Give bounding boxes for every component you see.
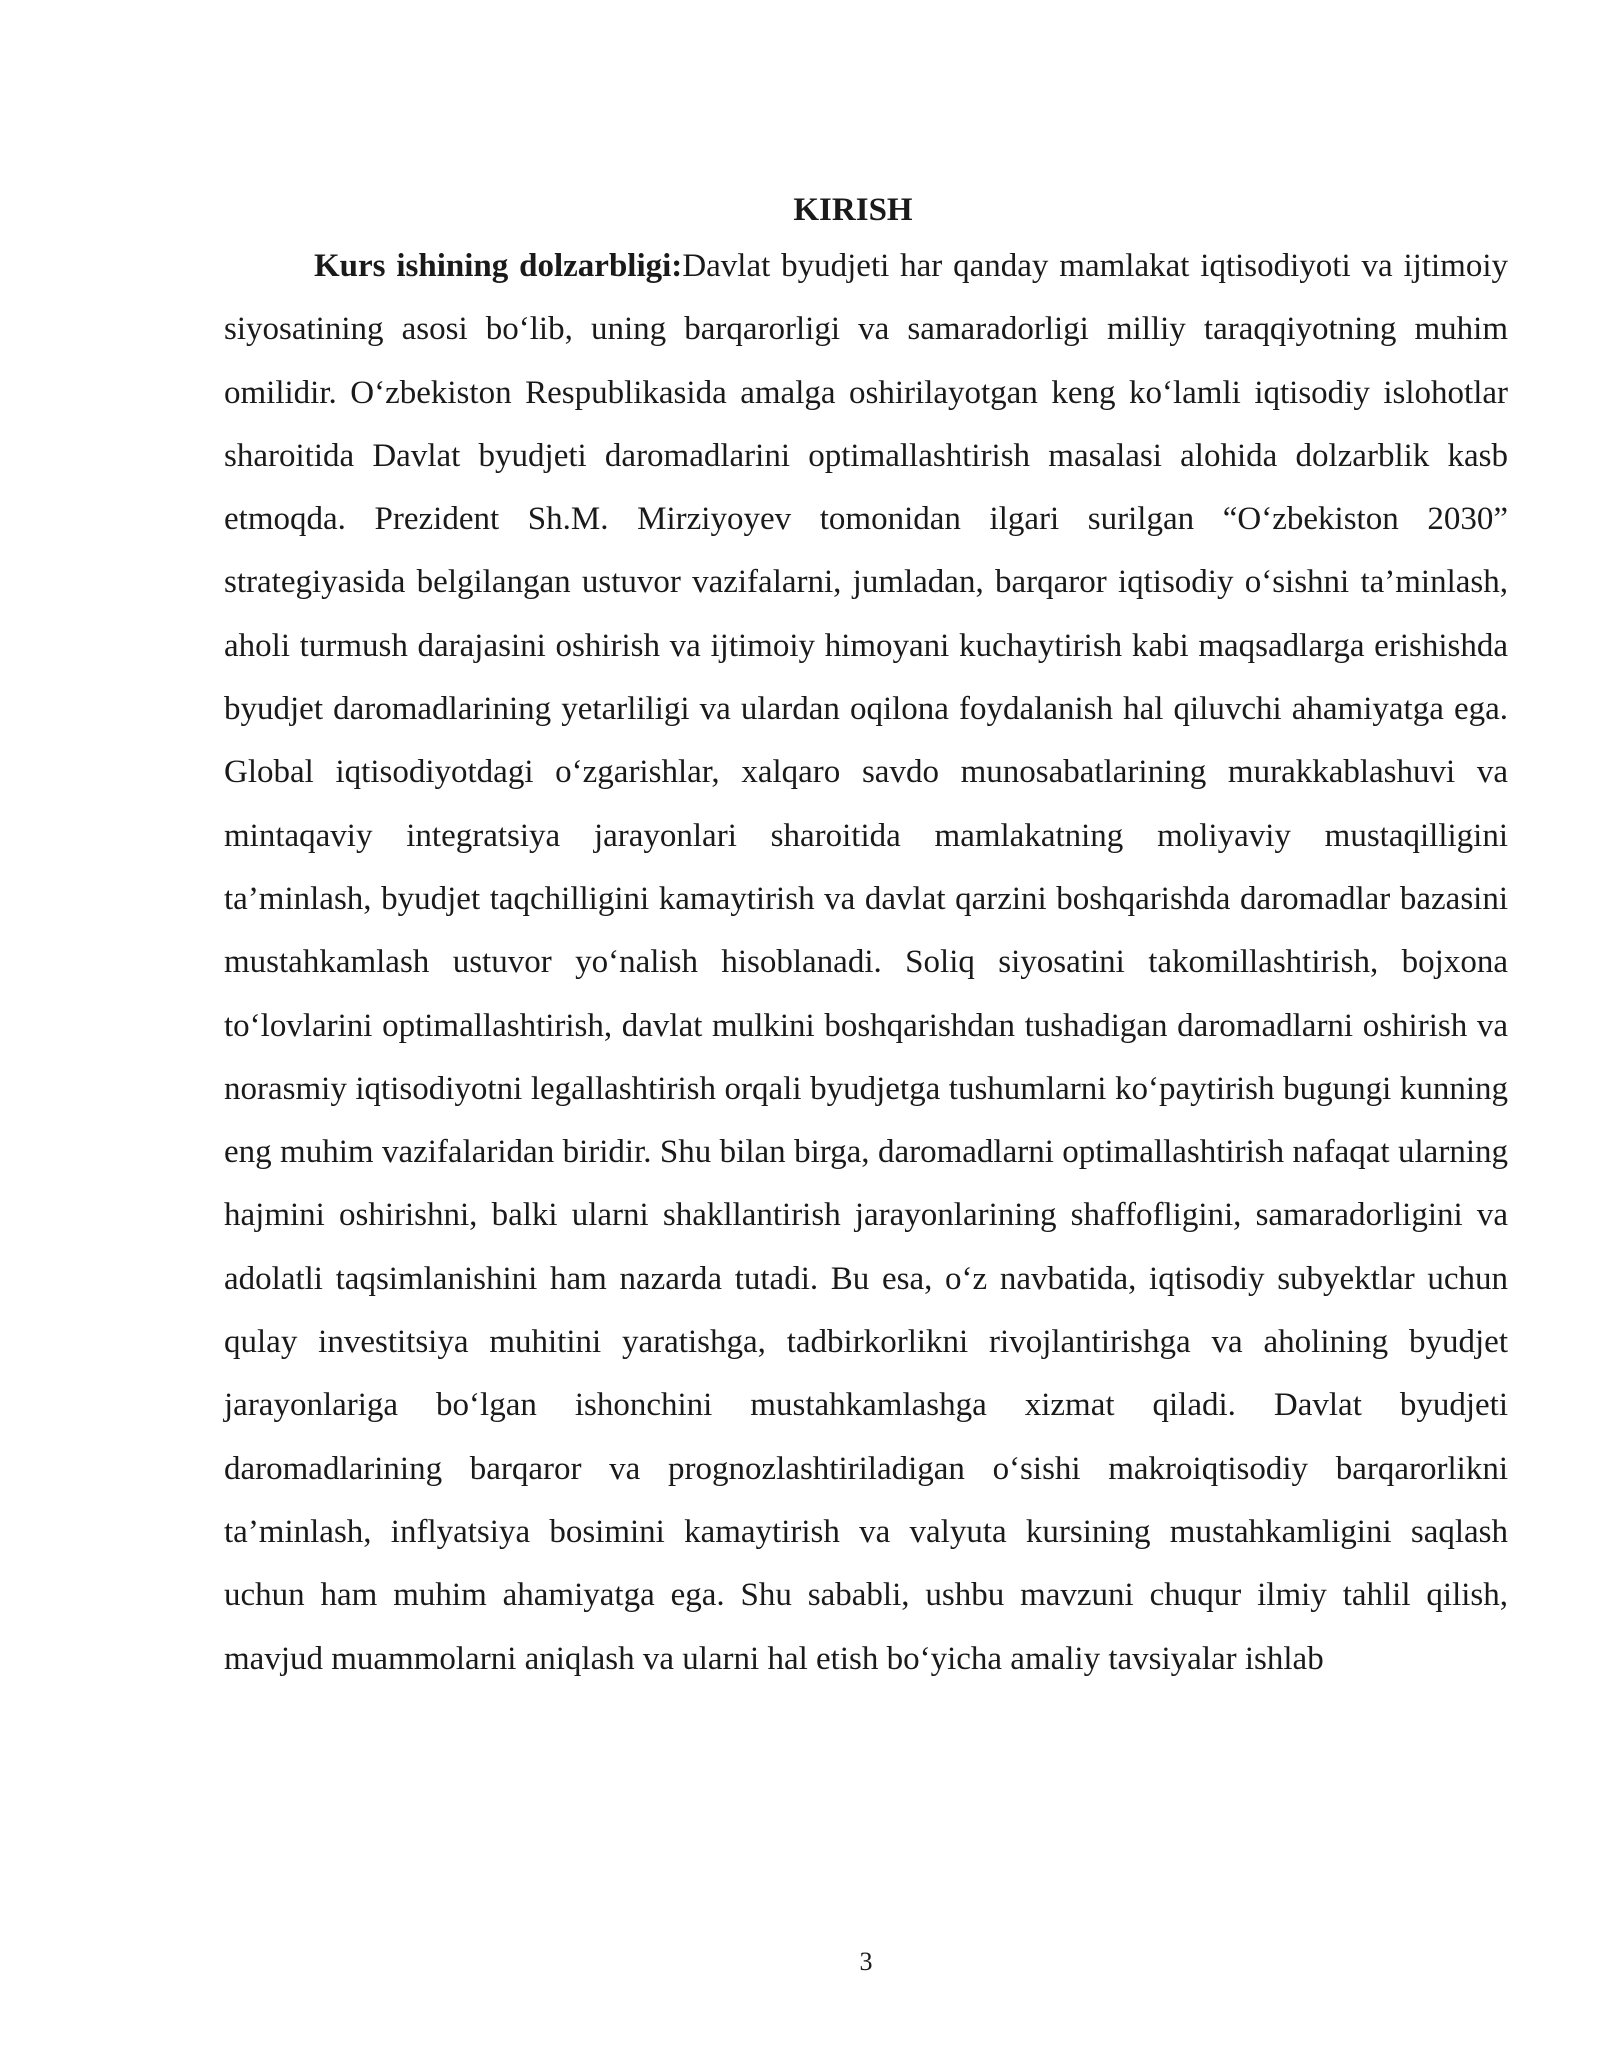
section-heading: KIRISH [793,192,913,228]
page-number: 3 [859,1947,873,1976]
paragraph-body-text: Davlat byudjeti har qanday mamlakat iqtisodiyoti va ijtimoiy siyosatining asosi bo‘lib, uning barqarorligi va samaradorligi milliy taraqqiyotning muhim omilidir. O‘zbekiston Respublikasida amalga oshirilayotgan keng ko‘lamli iqtisodiy islohotlar sharoitida Davlat byudjeti daromadlarini optimallashtirish masalasi alohida dolzarblik kasb etmoqda. Prezident Sh.M. Mirziyoyev tomonidan ilgari surilgan “O‘zbekiston 2030” strategiyasida belgilangan ustuvor vazifalarni, jumladan, barqaror iqtisodiy o‘sishni ta’minlash, aholi turmush darajasini oshirish va ijtimoiy himoyani kuchaytirish kabi maqsadlarga erishishda byudjet daromadlarining yetarliligi va ulardan oqilona foydalanish hal qiluvchi ahamiyatga ega. Global iqtisodiyotdagi o‘zgarishlar, xalqaro savdo munosabatlarining murakkablashuvi va mintaqaviy integratsiya jarayonlari sharoitida mamlakatning moliyaviy mustaqilligini ta’minlash, byudjet taqchilligini kamaytirish va davlat qarzini boshqarishda daromadlar bazasini mustahkamlash ustuvor yo‘nalish hisoblanadi. Soliq siyosatini takomillashtirish, bojxona to‘lovlarini optimallashtirish, davlat mulkini boshqarishdan tushadigan daromadlarni oshirish va norasmiy iqtisodiyotni legallashtirish orqali byudjetga tushumlarni ko‘paytirish bugungi kunning eng muhim vazifalaridan biridir. Shu bilan birga, daromadlarni optimallashtirish nafaqat ularning hajmini oshirishni, balki ularni shakllantirish jarayonlarining shaffofligini, samaradorligini va adolatli taqsimlanishini ham nazarda tutadi. Bu esa, o‘z navbatida, iqtisodiy subyektlar uchun qulay investitsiya muhitini yaratishga, tadbirkorlikni rivojlantirishga va aholining byudjet jarayonlariga bo‘lgan ishonchini mustahkamlashga xizmat qiladi. Davlat byudjeti daromadlarining barqaror va prognozlashtiriladigan o‘sishi makroiqtisodiy barqarorlikni ta’minlash, inflyatsiya bosimini kamaytirish va valyuta kursining mustahkamligini saqlash uchun ham muhim ahamiyatga ega. Shu sababli, ushbu mavzuni chuqur ilmiy tahlil qilish, mavjud muammolarni aniqlash va ularni hal etish bo‘yicha amaliy tavsiyalar ishlab [224,248,1508,1677]
paragraph-lead-label: Kurs ishining dolzarbligi: [314,248,683,284]
intro-paragraph [224,235,1508,1691]
